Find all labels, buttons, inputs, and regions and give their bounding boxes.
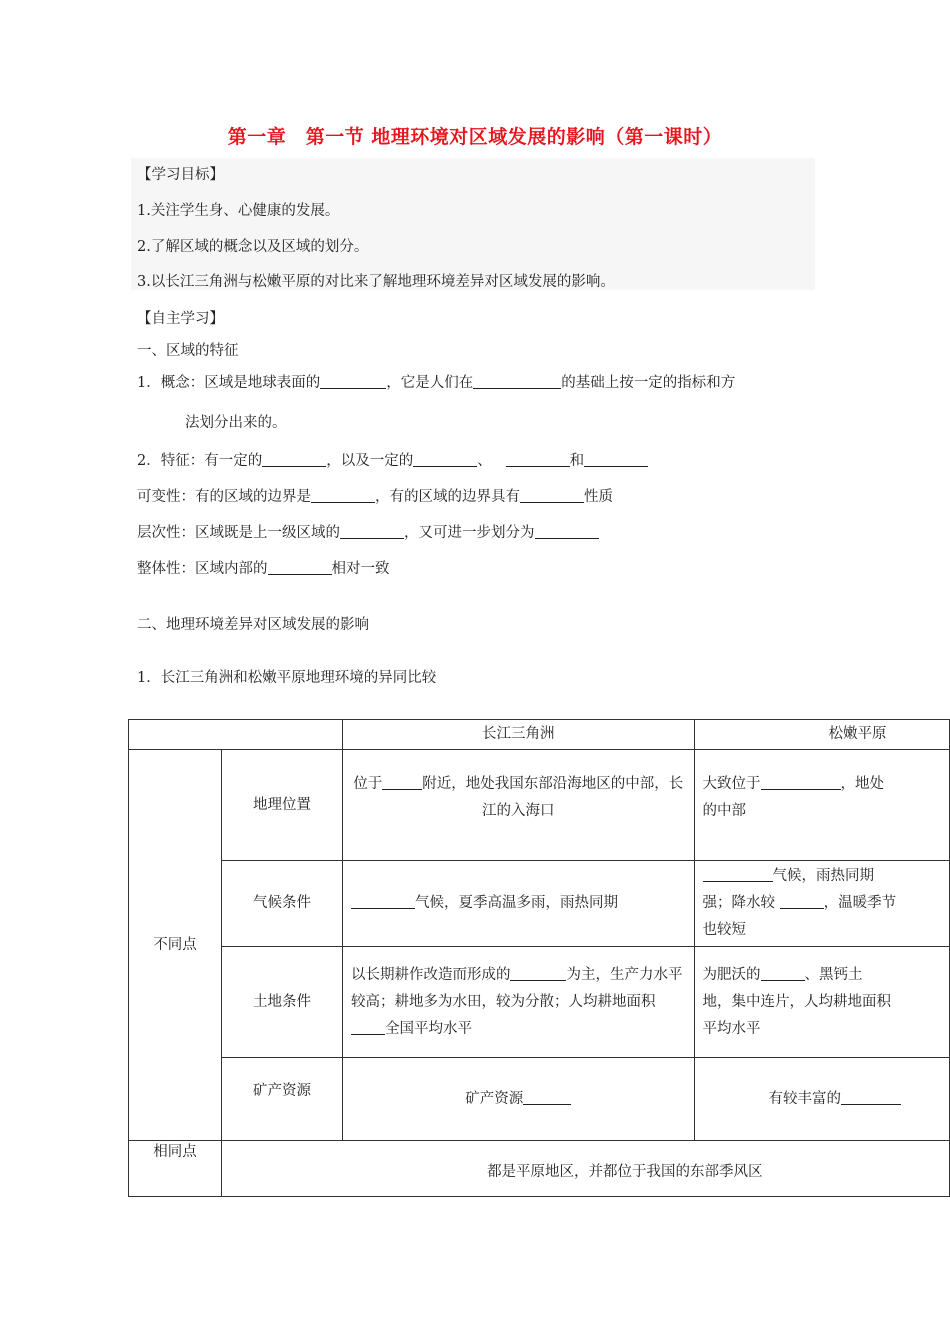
same-text-cell: 都是平原地区，并都位于我国的东部季风区 [222,1141,950,1197]
blank[interactable] [382,775,422,791]
concept-line: 1．概念：区域是地球表面的 ，它是人们在 的基础上按一定的指标和方 [137,375,736,391]
blank[interactable] [703,867,773,883]
learning-goals-heading: 【学习目标】 [137,167,224,183]
hierarchy-line: 层次性：区域既是上一级区域的 ，又可进一步划分为 [137,521,599,542]
yangtze-minerals-cell: 矿产资源 [342,1058,694,1141]
comparison-table [128,719,950,1197]
blank[interactable] [535,524,599,540]
blank[interactable] [340,524,404,540]
row-label-location: 地理位置 [222,750,343,861]
same-label: 相同点 [129,1141,222,1197]
blank[interactable] [506,452,570,468]
goal-item-1: 1.关注学生身、心健康的发展。 [137,203,340,219]
header-yangtze: 长江三角洲 [342,720,694,750]
table-row [129,750,950,861]
blank[interactable] [351,894,415,910]
self-study-heading: 【自主学习】 [137,311,224,327]
songnen-climate-cell: 气候，雨热同期 强；降水较 ，温暖季节 也较短 [694,861,950,947]
blank[interactable] [780,894,824,910]
concept-line-cont: 法划分出来的。 [185,415,287,431]
diff-label: 不同点 [129,750,222,1141]
blank[interactable] [262,452,326,468]
row-label-land: 土地条件 [222,947,343,1058]
yangtze-land-cell: 以长期耕作改造而形成的 为主，生产力水平较高；耕地多为水田，较为分散；人均耕地面积全国平均水平 [342,947,694,1058]
blank[interactable] [510,965,566,981]
feature-line: 2．特征：有一定的 ，以及一定的 、 和 [137,449,648,470]
section-2-heading: 二、地理环境差异对区域发展的影响 [137,617,369,633]
blank[interactable] [473,374,561,390]
section-1-heading: 一、区域的特征 [137,343,239,359]
blank[interactable] [520,488,584,504]
goal-item-2: 2.了解区域的概念以及区域的划分。 [137,239,369,255]
songnen-land-cell: 为肥沃的 、黑钙土 地，集中连片，人均耕地面积 平均水平 [694,947,950,1058]
yangtze-location-cell: 位于 附近，地处我国东部沿海地区的中部，长江的入海口 [342,750,694,861]
blank[interactable] [523,1089,571,1105]
row-label-minerals: 矿产资源 [222,1058,343,1141]
blank[interactable] [320,374,386,390]
blank[interactable] [761,965,805,981]
page-title: 第一章 第一节 地理环境对区域发展的影响（第一课时） [227,126,723,148]
blank[interactable] [351,1019,385,1035]
table-row [129,1141,950,1197]
blank[interactable] [268,560,332,576]
integrity-line: 整体性：区域内部的 相对一致 [137,561,390,577]
table-header-row [129,720,950,750]
row-label-climate: 气候条件 [222,861,343,947]
table-row [129,947,950,1058]
section-2-sub-1: 1．长江三角洲和松嫩平原地理环境的异同比较 [137,670,437,686]
yangtze-climate-cell: 气候，夏季高温多雨，雨热同期 [342,861,694,947]
header-empty-cell [129,720,343,750]
blank[interactable] [761,775,841,791]
goal-item-3: 3.以长江三角洲与松嫩平原的对比来了解地理环境差异对区域发展的影响。 [137,274,615,290]
blank[interactable] [584,452,648,468]
table-row [129,1058,950,1141]
variability-line: 可变性：有的区域的边界是 ，有的区域的边界具有 性质 [137,489,613,505]
songnen-minerals-cell: 有较丰富的 [694,1058,950,1141]
table-row [129,861,950,947]
blank[interactable] [311,488,375,504]
songnen-location-cell: 大致位于 ，地处 的中部 [694,750,950,861]
blank[interactable] [841,1089,901,1105]
blank[interactable] [413,452,477,468]
header-songnen: 松嫩平原 [694,720,950,750]
